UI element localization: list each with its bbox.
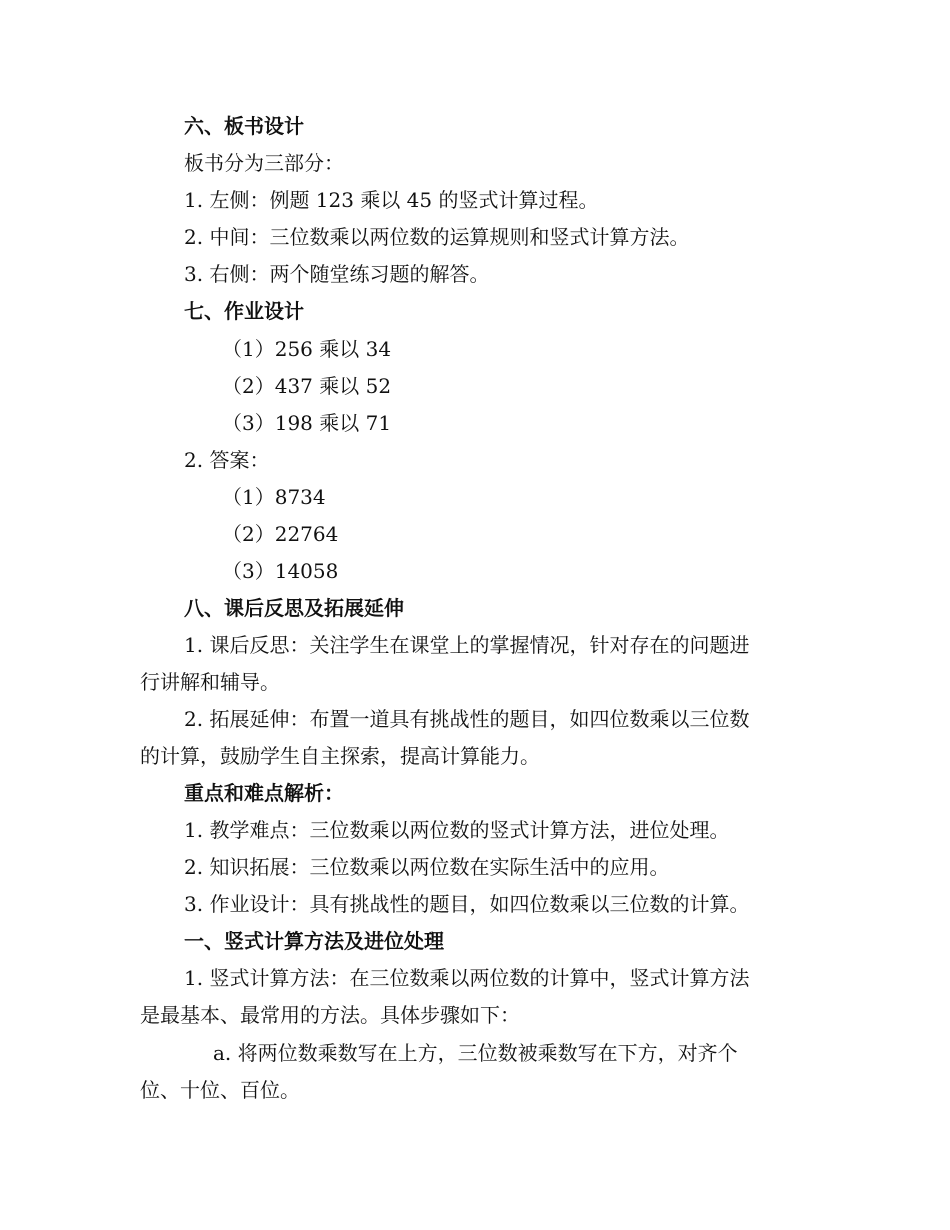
section6-heading: 六、板书设计 xyxy=(184,114,304,138)
section8-p1-line1: 1. 课后反思：关注学生在课堂上的掌握情况，针对存在的问题进 xyxy=(184,633,750,657)
key-point-3: 3. 作业设计：具有挑战性的题目，如四位数乘以三位数的计算。 xyxy=(184,892,750,916)
answer-2: （2）22764 xyxy=(222,522,339,546)
section1-a-line2: 位、十位、百位。 xyxy=(140,1078,300,1102)
section6-item-2: 2. 中间：三位数乘以两位数的运算规则和竖式计算方法。 xyxy=(184,225,690,249)
key-points-heading: 重点和难点解析： xyxy=(184,781,344,805)
section8-p2-line2: 的计算，鼓励学生自主探索，提高计算能力。 xyxy=(140,744,540,768)
section8-heading: 八、课后反思及拓展延伸 xyxy=(184,596,404,620)
section1-p1-line2: 是最基本、最常用的方法。具体步骤如下： xyxy=(140,1003,520,1027)
key-point-1: 1. 教学难点：三位数乘以两位数的竖式计算方法，进位处理。 xyxy=(184,818,730,842)
section1-p1-line1: 1. 竖式计算方法：在三位数乘以两位数的计算中，竖式计算方法 xyxy=(184,966,750,990)
answer-1: （1）8734 xyxy=(222,485,326,509)
section8-p2-line1: 2. 拓展延伸：布置一道具有挑战性的题目，如四位数乘以三位数 xyxy=(184,707,750,731)
section8-p1-line2: 行讲解和辅导。 xyxy=(140,670,280,694)
section1-heading: 一、竖式计算方法及进位处理 xyxy=(184,929,444,953)
section6-item-1: 1. 左侧：例题 123 乘以 45 的竖式计算过程。 xyxy=(184,188,599,212)
section1-a-line1: a. 将两位数乘数写在上方，三位数被乘数写在下方，对齐个 xyxy=(213,1041,738,1065)
answer-3: （3）14058 xyxy=(222,559,339,583)
exercise-2: （2）437 乘以 52 xyxy=(222,374,392,398)
section6-item-3: 3. 右侧：两个随堂练习题的解答。 xyxy=(184,262,490,286)
exercise-1: （1）256 乘以 34 xyxy=(222,337,392,361)
key-point-2: 2. 知识拓展：三位数乘以两位数在实际生活中的应用。 xyxy=(184,855,670,879)
exercise-3: （3）198 乘以 71 xyxy=(222,411,392,435)
answers-label: 2. 答案： xyxy=(184,448,270,472)
section6-intro: 板书分为三部分： xyxy=(184,151,344,175)
section7-heading: 七、作业设计 xyxy=(184,299,304,323)
